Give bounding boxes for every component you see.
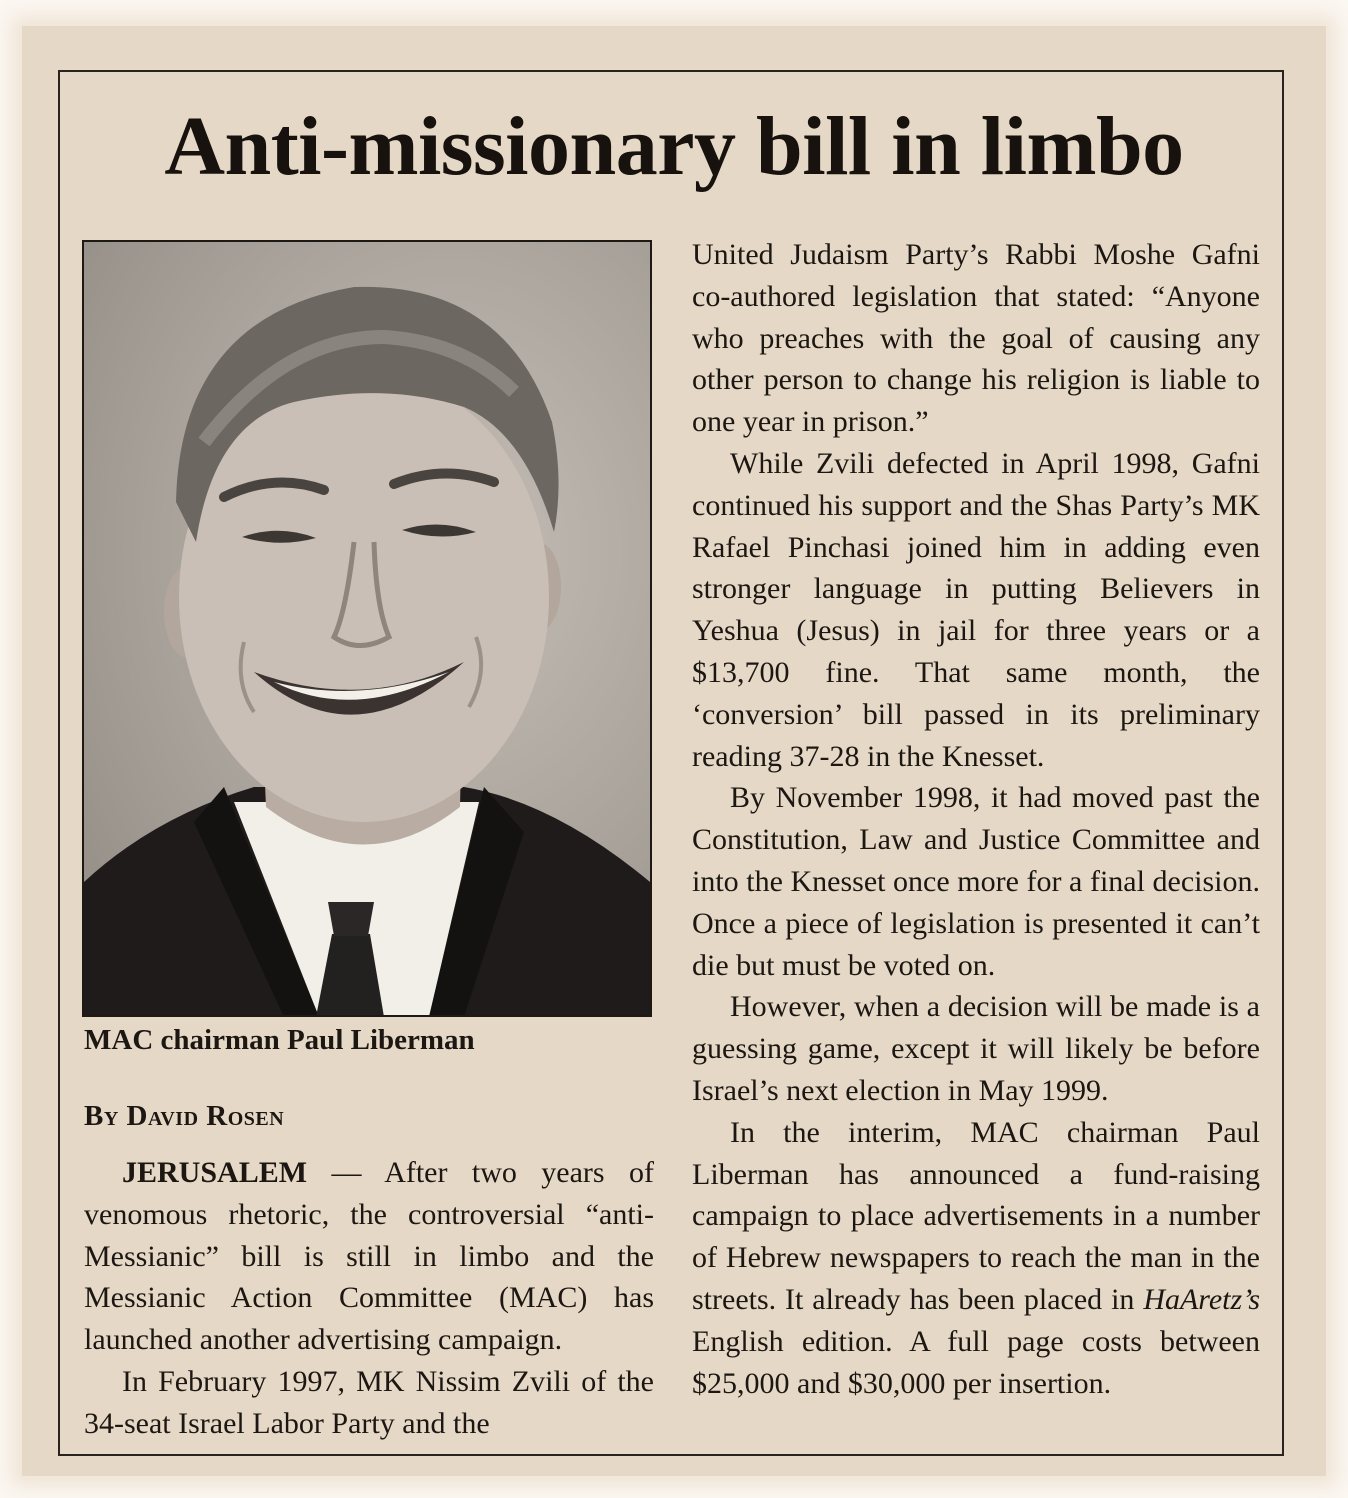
paragraph-text: In the interim, MAC chairman Paul Liberman has announced a fund-raising campaign to place advertisements in a number of Hebrew newspapers to reach the man in the streets. It already has been placed in	[692, 1115, 1260, 1316]
portrait-photo	[82, 240, 652, 1017]
paragraph: While Zvili defected in April 1998, Gafni continued his support and the Shas Party’s MK Rafael Pinchasi joined him in adding even stronger language in putting Believers in Yeshua (Jesus) in jail for three years or a $13,700 fine. That same month, the ‘conversion’ bill passed in its preliminary reading 37-28 in the Knesset.	[692, 446, 1260, 773]
paragraph: However, when a decision will be made is a guessing game, except it will likely be before Israel’s next election in May 1999.	[692, 990, 1260, 1107]
paragraph: In February 1997, MK Nissim Zvili of the 34-seat Israel Labor Party and the	[84, 1364, 654, 1440]
paragraph-text: English edition. A full page costs between $25,000 and $30,000 per insertion.	[692, 1324, 1260, 1400]
right-column	[692, 234, 1260, 1404]
dateline: JERUSALEM	[122, 1156, 308, 1189]
publication-name: HaAretz’s	[1143, 1282, 1260, 1316]
left-column	[84, 1152, 654, 1445]
paragraph-text: — After two years of venomous rhetoric, the controversial “anti-Messianic” bill is still in limbo and the Messianic Action Committee (MAC) has launched another advertising campaign.	[84, 1156, 654, 1357]
headline: Anti-missionary bill in limbo	[164, 100, 1184, 193]
paragraph	[84, 1152, 654, 1361]
byline: By David Rosen	[84, 1100, 285, 1132]
paragraph	[692, 1112, 1260, 1405]
photo-caption: MAC chairman Paul Liberman	[84, 1024, 475, 1056]
paragraph: United Judaism Party’s Rabbi Moshe Gafni co-authored legislation that stated: “Anyone who preaches with the goal of causing any other person to change his religion is liable to one year in prison.”	[692, 238, 1260, 439]
paragraph: By November 1998, it had moved past the Constitution, Law and Justice Committee and into the Knesset once more for a final decision. Once a piece of legislation is presented it can’t die but must be voted on.	[692, 781, 1260, 982]
